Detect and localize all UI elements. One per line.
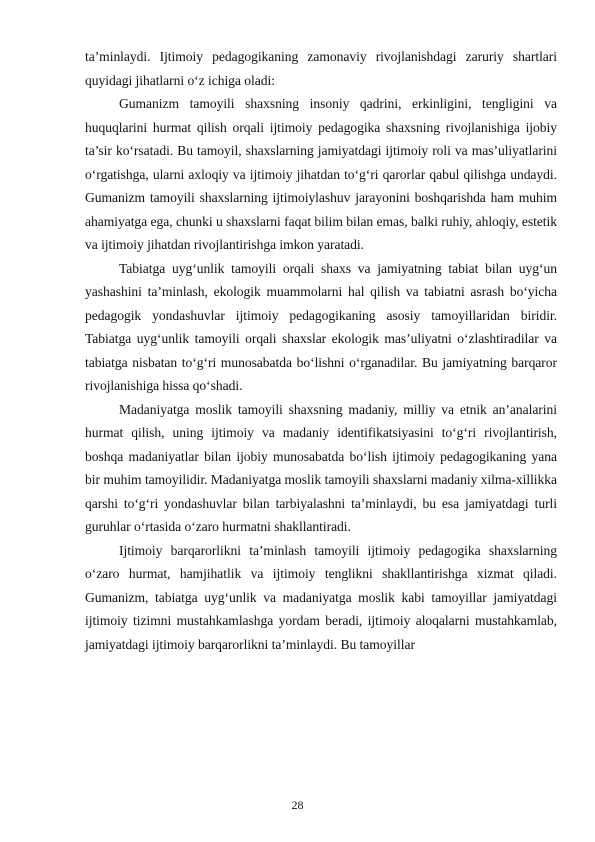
paragraph-ijtimoiy-barqarorlik: Ijtimoiy barqarorlikni ta’minlash tamoyili ijtimoiy pedagogika shaxslarning o‘zaro hurmat, hamjihatlik va ijtimoiy tenglikni shakllantirishga xizmat qiladi. Gumanizm, tabiatga uyg‘unlik va madaniyatga moslik kabi tamoyillar jamiyatdagi ijtimoiy tizimni mustahkamlashga yordam beradi, ijtimoiy aloqalarni mustahkamlab, jamiyatdagi ijtimoiy barqarorlikni ta’minlaydi. Bu tamoyillar	[85, 542, 557, 652]
paragraph-madaniyatga-moslik: Madaniyatga moslik tamoyili shaxsning madaniy, milliy va etnik an’analarini hurmat qilish, uning ijtimoiy va madaniy identifikatsiyasini to‘g‘ri rivojlantirish, boshqa madaniyatlar bilan ijobiy munosabatda bo‘lish ijtimoiy pedagogikaning yana bir muhim tamoyilidir. Madaniyatga moslik tamoyili shaxslarni madaniy xilma-xillikka qarshi to‘g‘ri yondashuvlar bilan tarbiyalashni ta’minlaydi, bu esa jamiyatdagi turli guruhlar o‘rtasida o‘zaro hurmatni shakllantiradi.	[85, 401, 557, 534]
page-number: 28	[291, 798, 304, 812]
paragraph-gumanizm: Gumanizm tamoyili shaxsning insoniy qadrini, erkinligini, tengligini va huquqlarini hurmat qilish orqali ijtimoiy pedagogika shaxsning rivojlanishiga ijobiy ta’sir ko‘rsatadi. Bu tamoyil, shaxslarning jamiyatdagi ijtimoiy roli va mas’uliyatlarini o‘rgatishga, ularni axloqiy va ijtimoiy jihatdan to‘g‘ri qarorlar qabul qilishga undaydi. Gumanizm tamoyili shaxslarning ijtimoiylashuv jarayonini boshqarishda ham muhim ahamiyatga ega, chunki u shaxslarni faqat bilim bilan emas, balki ruhiy, ahloqiy, estetik va ijtimoiy jihatdan rivojlantirishga imkon yaratadi.	[85, 96, 557, 252]
paragraph-tabiatga-uygunlik: Tabiatga uyg‘unlik tamoyili orqali shaxs va jamiyatning tabiat bilan uyg‘un yashashini ta’minlash, ekologik muammolarni hal qilish va tabiatni asrash bo‘yicha pedagogik yondashuvlar ijtimoiy pedagogikaning asosiy tamoyillaridan biridir. Tabiatga uyg‘unlik tamoyili orqali shaxslar ekologik mas’uliyatni o‘zlashtiradilar va tabiatga nisbatan to‘g‘ri munosabatda bo‘lishni o‘rganadilar. Bu jamiyatning barqaror rivojlanishiga hissa qo‘shadi.	[85, 260, 557, 393]
body-text	[85, 45, 557, 656]
paragraph-continuation: ta’minlaydi. Ijtimoiy pedagogikaning zamonaviy rivojlanishdagi zaruriy shartlari quyidagi jihatlarni o‘z ichiga oladi:	[85, 49, 557, 88]
